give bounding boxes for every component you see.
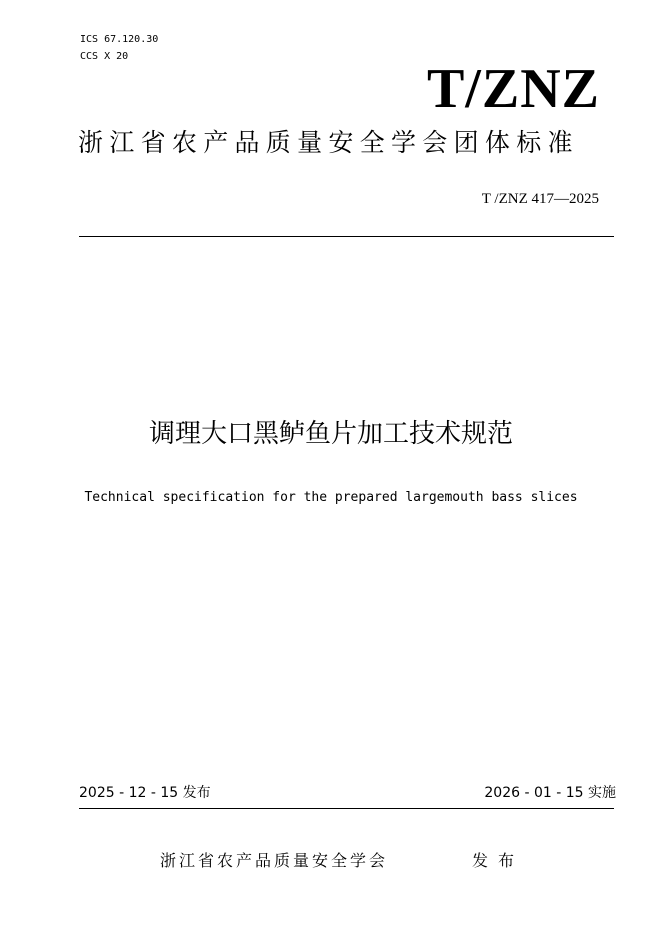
implementation-date: 2026 - 01 - 15 实施 bbox=[484, 785, 616, 801]
publish-date: 2025 - 12 - 15 发布 bbox=[79, 785, 211, 801]
bottom-divider bbox=[79, 808, 614, 809]
document-title-english: Technical specification for the prepared largemouth bass slices bbox=[84, 490, 578, 505]
document-title-chinese: 调理大口黑鲈鱼片加工技术规范 bbox=[148, 419, 513, 449]
standard-logo: T/ZNZ bbox=[426, 58, 600, 120]
ccs-code: CCS X 20 bbox=[80, 51, 129, 62]
issue-label: 发布 bbox=[472, 851, 525, 870]
organization-standard-title: 浙江省农产品质量安全学会团体标准 bbox=[78, 128, 579, 157]
standard-number: T /ZNZ 417—2025 bbox=[481, 191, 599, 207]
issuing-organization: 浙江省农产品质量安全学会 bbox=[160, 851, 389, 870]
top-divider bbox=[79, 236, 614, 237]
ics-code: ICS 67.120.30 bbox=[80, 34, 159, 45]
